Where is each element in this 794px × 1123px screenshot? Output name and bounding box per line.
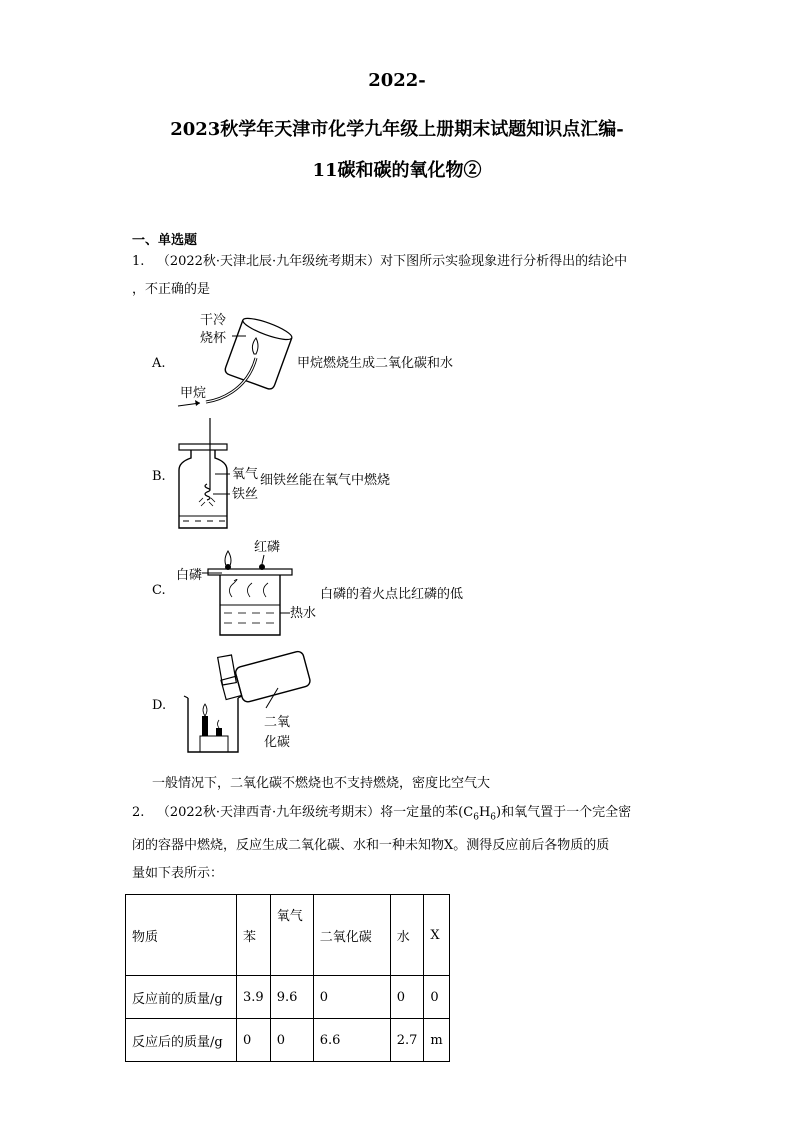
q1-source: （2022秋·天津北辰·九年级统考期末）: [156, 254, 381, 269]
q2-text-1a: 将一定量的苯(C: [380, 805, 474, 820]
table-header-cell: 苯: [237, 895, 271, 976]
option-c-desc: 白磷的着火点比红磷的低: [320, 587, 464, 602]
q2-h: H: [478, 805, 491, 820]
option-b-desc: 细铁丝能在氧气中燃烧: [260, 473, 391, 488]
title-line-3: 11碳和碳的氧化物②: [312, 160, 482, 181]
table-cell: m: [424, 1019, 449, 1062]
question-2: [132, 799, 662, 888]
table-cell: 0: [390, 976, 424, 1019]
q1-text: 对下图所示实验现象进行分析得出的结论中: [380, 254, 628, 269]
table-header-cell: X: [424, 895, 449, 976]
fig-c-label-2: 白磷: [176, 568, 203, 583]
option-c-label: C.: [152, 583, 166, 598]
table-cell: 6.6: [313, 1019, 390, 1062]
title-line-1: 2022-: [368, 70, 426, 91]
table-header-row: [126, 895, 450, 976]
q2-number: 2.: [132, 805, 145, 820]
fig-a-label-3: 甲烷: [180, 386, 207, 401]
table-cell: 0: [424, 976, 449, 1019]
table-header-cell: 水: [390, 895, 424, 976]
option-a-label: A.: [152, 356, 166, 371]
fig-b-label-1: 氧气: [232, 467, 259, 482]
option-b-label: B.: [152, 469, 166, 484]
table-header-cell: 氧气: [270, 895, 313, 976]
table-row: [126, 1019, 450, 1062]
table-header-cell: 物质: [126, 895, 237, 976]
section-heading: 一、单选题: [132, 233, 198, 248]
table-cell: 3.9: [237, 976, 271, 1019]
q2-source: （2022秋·天津西青·九年级统考期末）: [156, 805, 381, 820]
option-a-figure: [170, 310, 300, 415]
title-line-2: 2023秋学年天津市化学九年级上册期末试题知识点汇编-: [170, 119, 624, 140]
q2-text-3: 量如下表所示：: [132, 865, 224, 881]
q2-sub-1: 6: [473, 812, 479, 823]
table-cell: 反应前的质量/g: [126, 976, 237, 1019]
fig-b-label-2: 铁丝: [232, 487, 259, 502]
option-c-figure: [172, 537, 322, 639]
q2-text-1b: )和氧气置于一个完全密: [496, 805, 632, 820]
table-cell: 0: [313, 976, 390, 1019]
q2-text-2: 闭的容器中燃烧，反应生成二氧化碳、水和一种未知物X。测得反应前后各物质的质: [132, 837, 610, 853]
q1-number: 1.: [132, 254, 145, 269]
option-d-desc: 一般情况下，二氧化碳不燃烧也不支持燃烧，密度比空气大: [152, 776, 491, 791]
table-cell: 反应后的质量/g: [126, 1019, 237, 1062]
fig-d-label-2: 化碳: [264, 735, 291, 750]
fig-c-label-1: 红磷: [254, 540, 281, 555]
option-d-figure: [178, 648, 318, 756]
mass-table: [125, 894, 450, 1062]
table-cell: 0: [237, 1019, 271, 1062]
fig-a-label-2: 烧杯: [200, 331, 227, 346]
fig-a-label-1: 干冷: [200, 313, 227, 328]
table-cell: 2.7: [390, 1019, 424, 1062]
table-header-cell: 二氧化碳: [313, 895, 390, 976]
option-d-label: D.: [152, 698, 167, 713]
option-a-desc: 甲烷燃烧生成二氧化碳和水: [297, 356, 454, 371]
table-cell: 9.6: [270, 976, 313, 1019]
q2-sub-2: 6: [490, 812, 497, 823]
table-cell: 0: [270, 1019, 313, 1062]
table-row: [126, 976, 450, 1019]
question-1: [132, 248, 662, 304]
fig-d-label-1: 二氧: [264, 715, 291, 730]
fig-c-label-3: 热水: [290, 606, 317, 621]
q1-text-2: ，不正确的是: [132, 282, 211, 297]
